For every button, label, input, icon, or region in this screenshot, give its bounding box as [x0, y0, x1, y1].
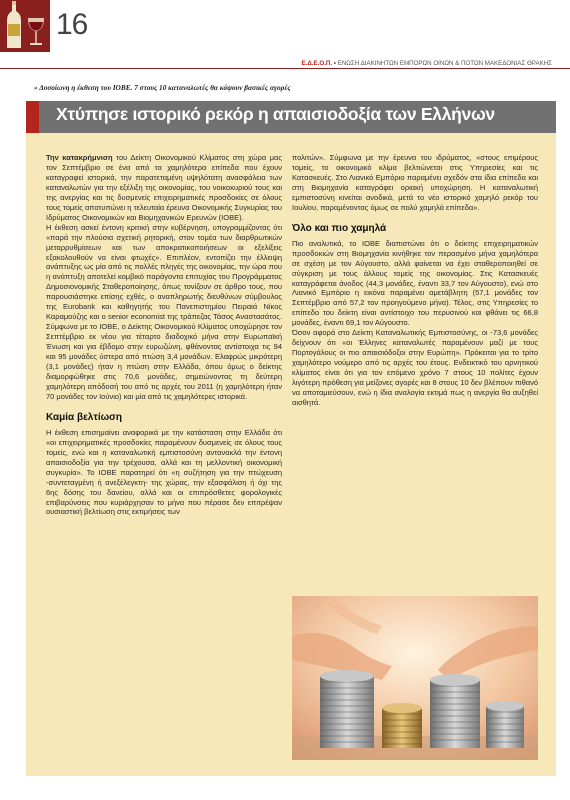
subheading-no-improvement: Καμία βελτίωση	[46, 411, 123, 423]
coin-stacks-photo	[292, 596, 538, 760]
left-column	[46, 153, 282, 517]
paragraph: πολιτών». Σύμφωνα με την έρευνα του ιδρύματος, «στους επιμέρους τομείς, το οικονομικό κλίμα βελτιώνεται στις Υπηρεσίες και τις Κατασκευές. Στο Λιανικό Εμπόριο παραμένει σχεδόν στα ίδια επίπεδα και στη Βιομηχανία καταγράφει οριακή υποχώρηση. Η καταναλωτική εμπιστοσύνη κινείται ανοδικά, μετά το νέο ιστορικό χαμηλό ρεκόρ του Ιουλίου, παραμένοντας όμως σε πολύ χαμηλά επίπεδα».	[292, 153, 538, 212]
header-rule	[0, 68, 570, 69]
right-column	[292, 153, 538, 408]
header-logo-block	[0, 0, 50, 52]
publisher-full-name: ΕΝΩΣΗ ΔΙΑΚΙΝΗΤΩΝ ΕΜΠΟΡΩΝ ΟΙΝΩΝ & ΠΟΤΩΝ ΜΑΚΕΔΟΝΙΑΣ ΘΡΑΚΗΣ	[337, 60, 552, 67]
paragraph-intro-text: του Δείκτη Οικονομικού Κλίματος στη χώρα μας τον Σεπτέμβριο σε ένα από τα χαμηλότερα επίπεδα που έχουν καταγραφεί ιστορικά, την παρατεταμένη υψηλότατη ανασφάλεια των καταναλωτών για την εξέλιξη της οικονομίας, του νοικοκυριού τους και της ανεργίας και τις δυσμενείς επιχειρηματικές προσδοκίες σε όλους τους τομείς αποτυπώνει η τελευταία έρευνα Οικονομικής Συγκυρίας του Ιδρύματος Οικονομικών και Βιομηχανικών Ερευνών (ΙΟΒΕ).	[46, 153, 282, 222]
paragraph-intro	[46, 153, 282, 223]
page-number: 16	[56, 8, 88, 41]
subheading-lower-and-lower: Όλο και πιο χαμηλά	[292, 222, 387, 234]
paragraph: Η έκθεση ασκεί έντονη κριτική στην κυβέρνηση, υπογραμμίζοντας ότι «παρά την πλούσια σχετική ρητορική, στον τομέα των διαρθρωτικών μεταρρυθμίσεων και των αποκρατικοποιήσεων οι εξελίξεις εξακολουθούν να είναι φτωχές». Επιπλέον, εντοπίζει την έλλειψη ανάπτυξης ως μία από τις πολλές πληγές της οικονομίας, την ώρα που η ανάπτυξη αποτελεί κομβικό παράγοντα επιτυχίας του Προγράμματος Δημοσιονομικής Σταθεροποίησης, όπως τονίζουν σε άρθρο τους, που παρουσιάστηκε επίσης εχθές, ο αναπληρωτής διευθύνων σύμβουλος της Eurobank και καθηγητής του Πανεπιστημίου Πειραιά Νίκος Καραμούζης και ο senior economist της τράπεζας Τάσος Αναστασάτος. Σύμφωνα με το ΙΟΒΕ, ο Δείκτης Οικονομικού Κλίματος υποχώρησε τον Σεπτέμβριο εκ νέου για τέταρτο διαδοχικό μήνα στην Ευρωπαϊκή Ένωση και για έβδομο στην ευρωζώνη, φθάνοντας αντίστοιχα τις 94 και 95 μονάδες ύστερα από πτώση 3,4 μονάδων. Ελαφρώς μικρότερη (3,1 μονάδες) ήταν η πτώση στην Ελλάδα, όπου όμως ο δείκτης διαμορφώθηκε στις 70,6 μονάδες, σημειώνοντας τη δεύτερη χαμηλότερη απόδοσή του από τις αρχές του 2011 (η χαμηλότερη ήταν 70 μονάδες τον Ιούνιο) και μία από τις χαμηλότερες ιστορικά.	[46, 222, 282, 401]
title-accent	[26, 101, 39, 133]
article-kicker: » Δυσοίωνη η έκθεση του ΙΟΒΕ. 7 στους 10 καταναλωτές θα κόψουν βασικές αγορές	[34, 83, 291, 92]
paragraph: Η έκθεση επισημαίνει αναφορικά με την κατάσταση στην Ελλάδα ότι «οι επιχειρηματικές προσδοκίες παραμένουν δυσμενείς σε όλους τους τομείς, ενώ και η καταναλωτική εμπιστοσύνη αντανακλά την έντονη απαισιοδοξία για την τρέχουσα, αλλά και τη μελλοντική οικονομική συγκυρία». Το ΙΟΒΕ παρατηρεί ότι «η συζήτηση για την πτώχευση -συντεταγμένη ή ανεξέλεγκτη- της χώρας, την εξασφάλιση ή όχι της 6ης δόσης του δανείου, αλλά και οι επιπρόσθετες φορολογικές επιβαρύνσεις που κυριάρχησαν το μήνα που πέρασε δεν επιτρέψαν ουσιαστική βελτίωση στις εκτιμήσεις των	[46, 427, 282, 517]
paragraph: Πιο αναλυτικά, το ΙΟΒΕ διαπιστώνει ότι ο δείκτης επιχειρηματικών προσδοκιών στη Βιομηχανία κινήθηκε τον περασμένο μήνα χαμηλότερα σε σχέση με τον Αύγουστο, αλλά φαίνεται να έχει σταθεροποιηθεί σε σύγκριση με τους άλλους τομείς της οικονομίας. Στις Κατασκευές καταγράφεται άνοδος (44,3 μονάδες, έναντι 33,7 τον Αύγουστο), ενώ στο Λιανικό Εμπόριο η εικόνα παραμένει αμετάβλητη (57,1 μονάδες τον Σεπτέμβριο από 57,2 τον προηγούμενο μήνα). Τέλος, στις Υπηρεσίες το επίπεδο του δείκτη είναι αντίστοιχο του περυσινού και φθάνει τις 66,8 μονάδες, έναντι 69,1 τον Αύγουστο.	[292, 238, 538, 328]
paragraph: Όσον αφορά στο Δείκτη Καταναλωτικής Εμπιστοσύνης, οι -73,6 μονάδες δείχνουν ότι «οι Έλληνες καταναλωτές παραμένουν μαζί με τους Πορτογάλους οι πιο απαισιόδοξοι στην Ευρώπη». Πρόκειται για το τρίτο χαμηλότερο νούμερο από τις αρχές του έτους. Ενδεικτικό του αρνητικού κλίματος είναι ότι για τον επόμενο χρόνο 7 στους 10 πολίτες έχουν λιγότερη πρόθεση για μείζονες αγορές και 8 στους 10 δεν βλέπουν πιθανό να αποταμιεύσουν, ενώ η ίδια αναλογία εκτιμά πως η ανεργία θα αυξηθεί αισθητά.	[292, 328, 538, 407]
coins-image	[292, 596, 538, 760]
publisher-header	[301, 60, 552, 67]
lead-in: Την κατακρήμνιση	[46, 153, 113, 162]
article-title: Χτύπησε ιστορικό ρεκόρ η απαισιοδοξία των Ελλήνων	[56, 104, 495, 124]
wine-bottle-and-glass-icon	[0, 0, 50, 52]
publisher-acronym: Ε.Δ.Ε.Ο.Π.	[301, 60, 333, 67]
article-title-bar	[26, 101, 556, 133]
publisher-separator: •	[333, 60, 336, 67]
